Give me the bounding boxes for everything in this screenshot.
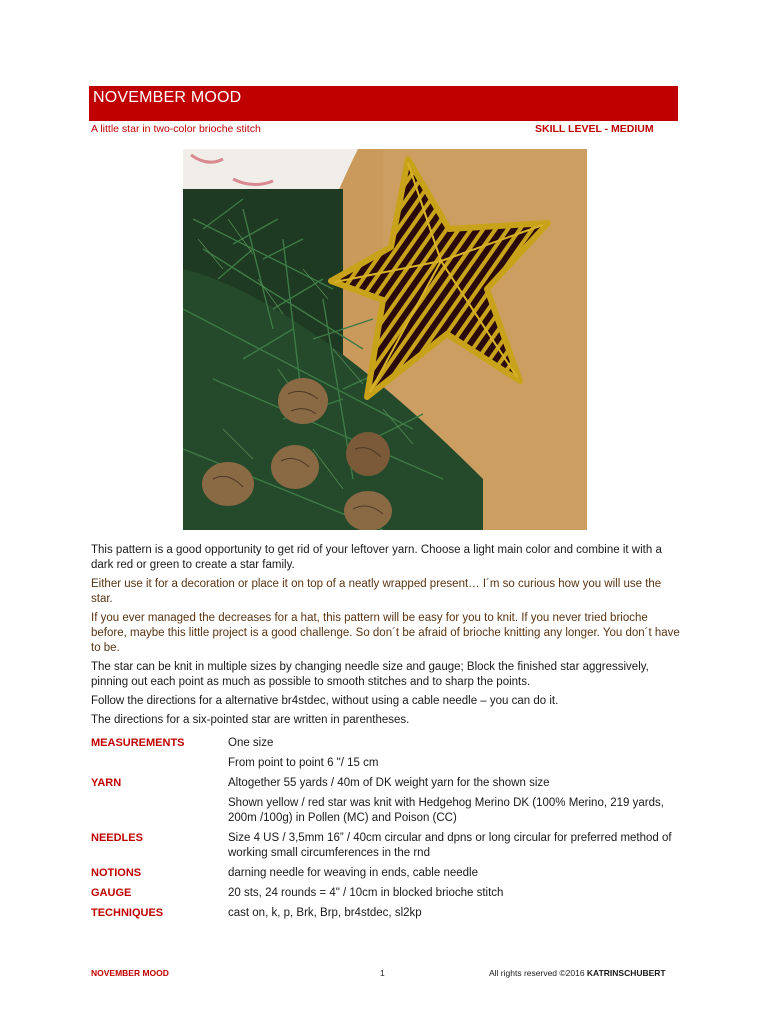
- spec-measurements: [91, 736, 691, 771]
- spec-label: NOTIONS: [91, 867, 142, 879]
- intro-paragraph: The star can be knit in multiple sizes by changing needle size and gauge; Block the finished star aggressively, pinning out each point as much as possible to smooth stitches and to sharp the points.: [91, 661, 649, 688]
- page-number: 1: [380, 968, 385, 978]
- spec-label: MEASUREMENTS: [91, 737, 185, 749]
- intro-paragraph: Follow the directions for a alternative br4stdec, without using a cable needle – you can do it.: [91, 695, 559, 707]
- spec-notions: [91, 866, 691, 881]
- intro-paragraph: If you ever managed the decreases for a hat, this pattern will be easy for you to knit. If you never tried brioche before, maybe this little project is a good challenge. So don´t be afraid of brioche knitting any longer. You don´t have to be.: [91, 612, 680, 654]
- title-bar: [89, 86, 678, 121]
- spec-value: Altogether 55 yards / 40m of DK weight yarn for the shown size: [228, 777, 550, 789]
- page-title: NOVEMBER MOOD: [93, 89, 242, 106]
- spec-value: From point to point 6 "/ 15 cm: [228, 757, 379, 769]
- footer-copyright: [489, 968, 666, 978]
- spec-value: darning needle for weaving in ends, cable needle: [228, 867, 478, 879]
- spec-label: NEEDLES: [91, 832, 143, 844]
- spec-yarn: [91, 776, 691, 826]
- spec-value: Shown yellow / red star was knit with Hedgehog Merino DK (100% Merino, 219 yards, 200m /100g) in Pollen (MC) and Poison (CC): [228, 797, 664, 824]
- spec-value: 20 sts, 24 rounds = 4" / 10cm in blocked brioche stitch: [228, 887, 504, 899]
- copyright-brand: KATRINSCHUBERT: [586, 968, 666, 978]
- copyright-text: All rights reserved ©2016: [489, 968, 587, 978]
- intro-paragraph: Either use it for a decoration or place it on top of a neatly wrapped present… I´m so curious how you will use the star.: [91, 578, 662, 605]
- spec-value: cast on, k, p, Brk, Brp, br4stdec, sl2kp: [228, 907, 422, 919]
- spec-techniques: [91, 906, 691, 921]
- intro-text: [91, 543, 686, 732]
- intro-paragraph: This pattern is a good opportunity to get rid of your leftover yarn. Choose a light main color and combine it with a dark red or green to create a star family.: [91, 544, 662, 571]
- spec-needles: [91, 831, 691, 861]
- spec-label: TECHNIQUES: [91, 907, 164, 919]
- intro-paragraph: The directions for a six-pointed star are written in parentheses.: [91, 714, 410, 726]
- spec-label: YARN: [91, 777, 122, 789]
- specs-table: [91, 736, 691, 926]
- spec-gauge: [91, 886, 691, 901]
- footer-title: NOVEMBER MOOD: [91, 968, 169, 978]
- subtitle: A little star in two-color brioche stitch: [91, 123, 261, 135]
- skill-level: SKILL LEVEL - MEDIUM: [535, 123, 654, 135]
- spec-label: GAUGE: [91, 887, 132, 899]
- spec-value: One size: [228, 737, 274, 749]
- spec-value: Size 4 US / 3,5mm 16” / 40cm circular and dpns or long circular for preferred method of working small circumferences in the rnd: [228, 832, 672, 859]
- star-photo: [183, 149, 587, 530]
